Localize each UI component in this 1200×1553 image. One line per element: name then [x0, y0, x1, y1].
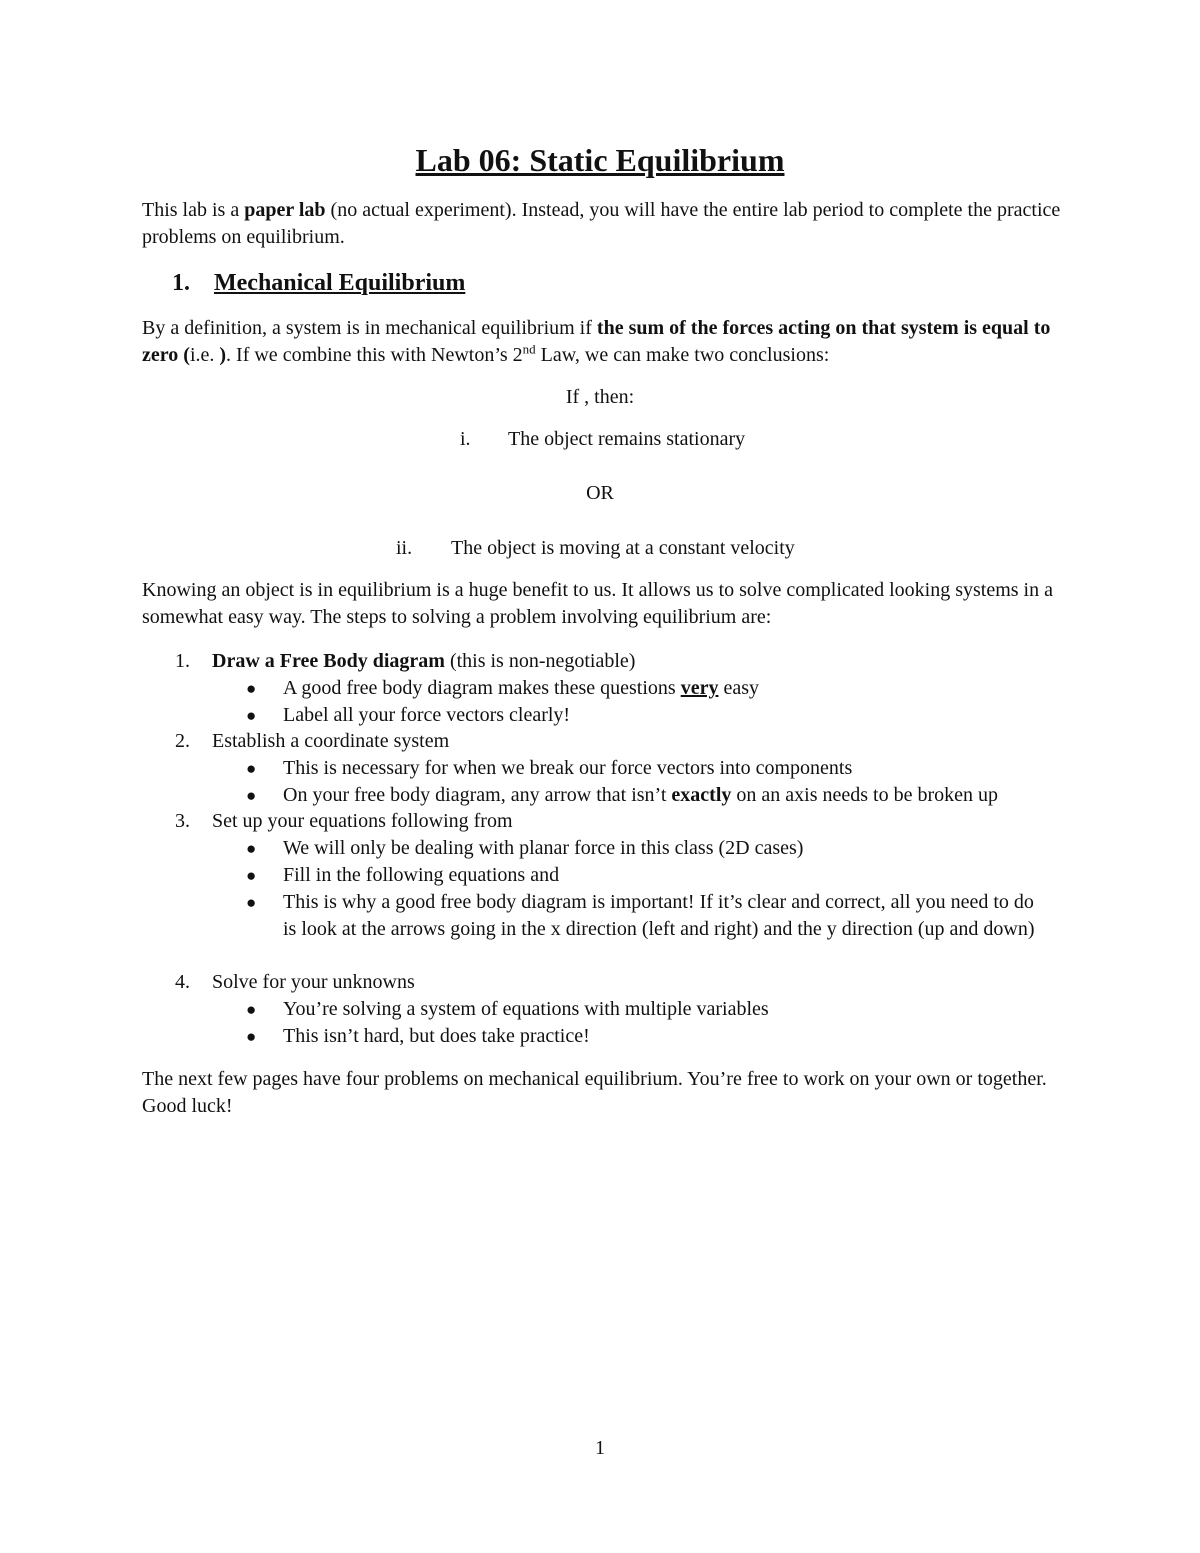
list-bullet — [246, 862, 1066, 889]
bullet-text — [283, 675, 1066, 702]
list-bullet — [246, 835, 1066, 862]
definition-text-3: . If we combine this with Newton’s 2 — [226, 344, 523, 366]
page-number: 1 — [595, 1437, 605, 1459]
closing-paragraph: The next few pages have four problems on mechanical equilibrium. You’re free to work on your own or together. Good luck! — [142, 1068, 1047, 1117]
step-1-text: (this is non-negotiable) — [444, 650, 636, 672]
definition-text-1: By a definition, a system is in mechanical equilibrium if — [142, 317, 597, 339]
bullet-icon: ● — [246, 1027, 257, 1046]
bullet-icon: ● — [246, 1000, 257, 1019]
condition-line: If , then: — [565, 386, 635, 408]
benefit-paragraph: Knowing an object is in equilibrium is a huge benefit to us. It allows us to solve complicated looking systems in a somewhat easy way. The steps to solving a problem involving equilibrium are: — [142, 579, 1053, 628]
page-title: Lab 06: Static Equilibrium — [415, 142, 785, 178]
bullet-text: We will only be dealing with planar force in this class (2D cases) — [283, 837, 804, 859]
step-1-bold-label: Draw a Free Body diagram — [212, 650, 445, 672]
bullet-emphasis: very — [680, 677, 719, 699]
bullet-icon: ● — [246, 759, 257, 778]
step-3 — [175, 808, 513, 835]
list-bullet — [246, 1023, 1066, 1050]
bullet-icon: ● — [246, 839, 257, 858]
conclusion-2-text: The object is moving at a constant velocity — [451, 537, 795, 559]
bullet-text: You’re solving a system of equations with multiple variables — [283, 998, 769, 1020]
step-number: 4. — [175, 971, 190, 993]
intro-paragraph — [142, 197, 1062, 251]
bullet-text-post: easy — [718, 677, 759, 699]
bullet-text — [283, 782, 1066, 809]
bullet-text: This isn’t hard, but does take practice! — [283, 1025, 590, 1047]
conclusion-1-numeral: i. — [460, 428, 471, 450]
conclusion-2-numeral: ii. — [396, 537, 413, 559]
list-bullet — [246, 996, 1066, 1023]
bullet-icon: ● — [246, 893, 257, 912]
definition-superscript: nd — [522, 341, 536, 357]
intro-text-2: (no actual experiment). Instead, you will have the entire lab period to complete the practice problems on equilibrium. — [142, 199, 1061, 248]
bullet-text: Label all your force vectors clearly! — [283, 704, 571, 726]
bullet-icon: ● — [246, 786, 257, 805]
list-bullet — [246, 755, 1066, 782]
bullet-text-pre: A good free body diagram makes these questions — [283, 677, 681, 699]
bullet-icon: ● — [246, 706, 257, 725]
bullet-icon: ● — [246, 866, 257, 885]
intro-bold-text: paper lab — [244, 199, 326, 221]
definition-text-2: i.e. — [189, 344, 220, 366]
bullet-text: This is why a good free body diagram is important! If it’s clear and correct, all you need to do is look at the arrows going in the x direction (left and right) and the y direction (up and down) — [283, 891, 1035, 940]
bullet-text-pre: On your free body diagram, any arrow that isn’t — [283, 784, 672, 806]
step-number: 1. — [175, 650, 190, 672]
bullet-text-post: on an axis needs to be broken up — [731, 784, 999, 806]
list-bullet — [246, 675, 1066, 702]
section-label: Mechanical Equilibrium — [214, 270, 466, 296]
section-number: 1. — [172, 270, 190, 296]
section-heading — [172, 267, 465, 299]
definition-bold-2: ) — [219, 344, 227, 366]
bullet-icon: ● — [246, 679, 257, 698]
intro-text-1: This lab is a — [142, 199, 245, 221]
conclusion-1-text: The object remains stationary — [508, 428, 746, 450]
definition-paragraph — [142, 315, 1062, 369]
bullet-emphasis: exactly — [671, 784, 732, 806]
list-bullet — [246, 889, 1046, 943]
step-number: 3. — [175, 810, 190, 832]
step-2-text: Establish a coordinate system — [212, 730, 450, 752]
step-1 — [175, 648, 635, 675]
step-3-text: Set up your equations following from — [212, 810, 513, 832]
definition-text-4: Law, we can make two conclusions: — [535, 344, 830, 366]
step-4-text: Solve for your unknowns — [212, 971, 415, 993]
step-number: 2. — [175, 730, 190, 752]
or-text: OR — [586, 482, 614, 504]
definition-bold-1: the sum of the forces acting on that system is equal to zero ( — [142, 317, 1051, 366]
step-2 — [175, 728, 449, 755]
bullet-text: This is necessary for when we break our force vectors into components — [283, 757, 853, 779]
step-4 — [175, 969, 415, 996]
list-bullet — [246, 702, 1066, 729]
list-bullet — [246, 782, 1066, 809]
bullet-text: Fill in the following equations and — [283, 864, 560, 886]
